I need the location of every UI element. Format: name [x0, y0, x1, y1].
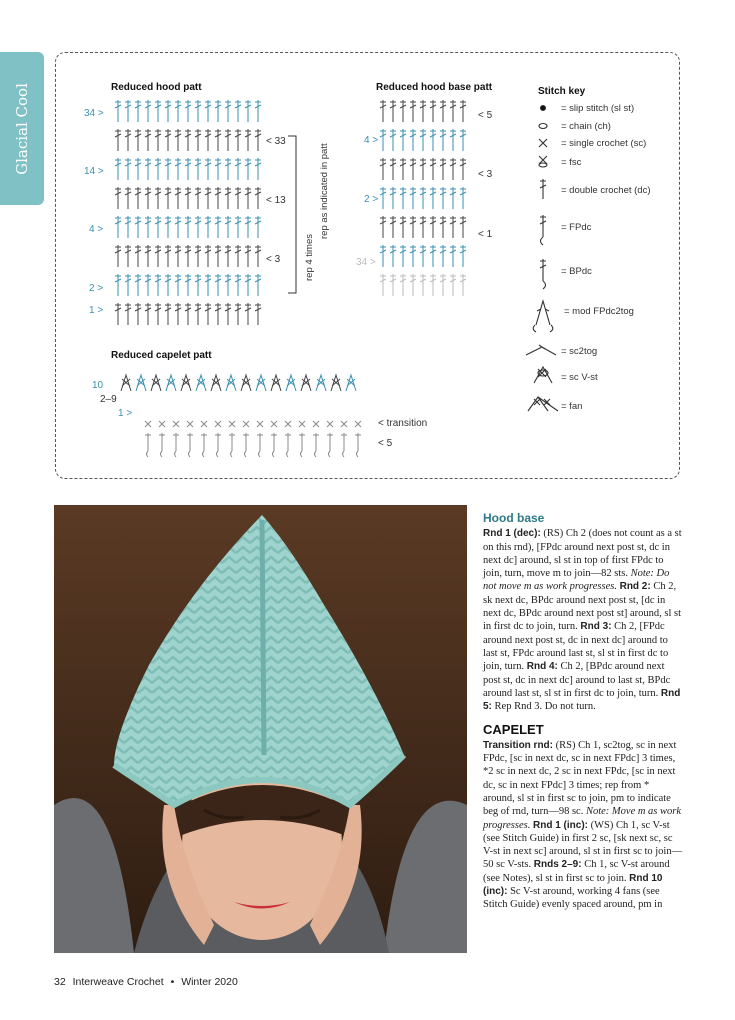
stitch-glyph — [185, 245, 191, 267]
stitch-glyph — [245, 274, 251, 296]
fpdc-icon — [540, 215, 546, 245]
stitch-glyph — [390, 187, 396, 209]
mod-fpdc2tog-icon — [533, 301, 553, 332]
stitch-glyph — [460, 129, 466, 151]
key-label: = BPdc — [561, 266, 592, 277]
stitch-glyph — [420, 100, 426, 122]
stitch-glyph — [450, 245, 456, 267]
stitch-glyph — [145, 216, 151, 238]
stitch-glyph — [235, 100, 241, 122]
stitch-glyph — [195, 129, 201, 151]
stitch-glyph — [400, 129, 406, 151]
stitch-glyph — [460, 216, 466, 238]
stitch-glyph — [460, 245, 466, 267]
instructions-column — [483, 512, 683, 912]
magazine-name: Interweave Crochet — [72, 976, 164, 988]
stitch-glyph — [195, 100, 201, 122]
key-label: = fan — [561, 401, 583, 412]
base-right-label: < 3 — [478, 169, 493, 180]
stitch-glyph — [390, 158, 396, 180]
hood-photo — [54, 505, 467, 953]
stitch-glyph — [155, 158, 161, 180]
stitch-glyph — [165, 129, 171, 151]
stitch-glyph — [145, 129, 151, 151]
capelet-chart — [121, 375, 361, 457]
stitch-glyph — [313, 421, 319, 457]
stitch-glyph — [115, 187, 121, 209]
stitch-glyph — [125, 158, 131, 180]
stitch-glyph — [225, 245, 231, 267]
stitch-glyph — [215, 274, 221, 296]
base-chart-title: Reduced hood base patt — [376, 82, 493, 93]
stitch-glyph — [225, 303, 231, 325]
stitch-glyph — [151, 375, 161, 391]
stitch-glyph — [255, 129, 261, 151]
bpdc-icon — [540, 259, 546, 289]
side-tab-label: Glacial Cool — [13, 82, 31, 175]
hood-row-label: 4 > — [89, 224, 104, 235]
stitch-glyph — [235, 274, 241, 296]
stitch-glyph — [205, 129, 211, 151]
stitch-glyph — [430, 129, 436, 151]
stitch-glyph — [211, 375, 221, 391]
stitch-glyph — [175, 100, 181, 122]
stitch-glyph — [135, 187, 141, 209]
chart-panel — [55, 52, 680, 479]
stitch-glyph — [155, 245, 161, 267]
stitch-glyph — [215, 216, 221, 238]
capelet-row-label: 1 > — [118, 408, 133, 419]
stitch-glyph — [205, 100, 211, 122]
capelet-paragraph: Transition rnd: (RS) Ch 1, sc2tog, sc in next FPdc, [sc in next dc, sc in next FPdc] 3 times, *2 sc in next dc, 2 sc in next FPdc, [sc in next dc, sc in next FPdc] 3 times; rep from * around, sl st in first sc to join, pm to indicate beg of rnd, turn—98 sc. Note: Move m as work progresses. Rnd 1 (inc): (WS) Ch 1, sc V-st (see Stitch Guide) in first 2 sc, [sk next sc, sc V-st in next sc] around, sl st in first sc to join—50 sc V-sts. Rnds 2–9: Ch 1, sc V-st around (see Notes), sl st in first sc to join. Rnd 10 (inc): Sc V-st around, working 4 fans (see Stitch Guide) evenly spaced around, pm in — [483, 739, 683, 911]
stitch-glyph — [201, 421, 207, 457]
capelet-chart-title: Reduced capelet patt — [111, 350, 212, 361]
stitch-glyph — [380, 187, 386, 209]
stitch-glyph — [235, 187, 241, 209]
stitch-glyph — [135, 158, 141, 180]
stitch-glyph — [155, 129, 161, 151]
page-number: 32 — [54, 976, 66, 988]
stitch-glyph — [145, 303, 151, 325]
stitch-glyph — [450, 129, 456, 151]
stitch-glyph — [410, 100, 416, 122]
stitch-glyph — [175, 303, 181, 325]
stitch-glyph — [380, 216, 386, 238]
stitch-glyph — [380, 158, 386, 180]
stitch-glyph — [215, 100, 221, 122]
stitch-glyph — [145, 100, 151, 122]
stitch-glyph — [125, 216, 131, 238]
stitch-glyph — [235, 303, 241, 325]
stitch-glyph — [430, 187, 436, 209]
stitch-glyph — [410, 187, 416, 209]
stitch-glyph — [215, 421, 221, 457]
stitch-glyph — [256, 375, 266, 391]
stitch-glyph — [440, 245, 446, 267]
stitch-glyph — [390, 274, 396, 296]
stitch-glyph — [400, 274, 406, 296]
stitch-glyph — [460, 274, 466, 296]
stitch-glyph — [440, 129, 446, 151]
stitch-glyph — [226, 375, 236, 391]
stitch-glyph — [175, 245, 181, 267]
capelet-row-label: 10 — [92, 380, 104, 391]
stitch-glyph — [115, 158, 121, 180]
hood-row-label: 34 > — [84, 108, 104, 119]
stitch-glyph — [286, 375, 296, 391]
hood-chart-title: Reduced hood patt — [111, 82, 202, 93]
hood-row-label: 1 > — [89, 305, 104, 316]
stitch-glyph — [331, 375, 341, 391]
stitch-glyph — [245, 187, 251, 209]
stitch-glyph — [165, 303, 171, 325]
rep-indicated-label: rep as indicated in patt — [319, 143, 330, 239]
stitch-glyph — [255, 100, 261, 122]
base-chart — [380, 100, 466, 296]
stitch-glyph — [125, 303, 131, 325]
stitch-glyph — [195, 303, 201, 325]
stitch-glyph — [185, 303, 191, 325]
key-label: = FPdc — [561, 222, 592, 233]
stitch-glyph — [165, 274, 171, 296]
stitch-glyph — [115, 129, 121, 151]
stitch-glyph — [115, 303, 121, 325]
stitch-glyph — [205, 274, 211, 296]
stitch-key — [526, 106, 558, 412]
stitch-glyph — [115, 274, 121, 296]
stitch-glyph — [400, 216, 406, 238]
stitch-key-title: Stitch key — [538, 86, 586, 97]
stitch-glyph — [450, 187, 456, 209]
stitch-glyph — [159, 421, 165, 457]
stitch-glyph — [380, 245, 386, 267]
stitch-glyph — [346, 375, 356, 391]
stitch-glyph — [355, 421, 361, 457]
issue-name: Winter 2020 — [181, 976, 238, 988]
stitch-glyph — [165, 100, 171, 122]
stitch-glyph — [135, 216, 141, 238]
fan-icon — [528, 397, 558, 411]
sc-v-st-icon — [534, 367, 552, 383]
stitch-glyph — [327, 421, 333, 457]
stitch-glyph — [135, 129, 141, 151]
stitch-glyph — [205, 303, 211, 325]
stitch-glyph — [185, 187, 191, 209]
stitch-glyph — [410, 158, 416, 180]
capelet-right-label: < transition — [378, 418, 428, 429]
stitch-glyph — [175, 158, 181, 180]
stitch-glyph — [235, 129, 241, 151]
stitch-glyph — [225, 129, 231, 151]
stitch-glyph — [440, 187, 446, 209]
stitch-glyph — [245, 158, 251, 180]
stitch-glyph — [165, 216, 171, 238]
stitch-glyph — [205, 245, 211, 267]
stitch-glyph — [450, 216, 456, 238]
stitch-glyph — [175, 129, 181, 151]
stitch-glyph — [460, 100, 466, 122]
stitch-glyph — [155, 216, 161, 238]
stitch-glyph — [420, 129, 426, 151]
stitch-glyph — [440, 274, 446, 296]
stitch-glyph — [257, 421, 263, 457]
stitch-glyph — [125, 245, 131, 267]
stitch-glyph — [450, 100, 456, 122]
stitch-glyph — [136, 375, 146, 391]
stitch-glyph — [195, 274, 201, 296]
stitch-glyph — [175, 216, 181, 238]
base-row-label: 4 > — [364, 135, 379, 146]
key-label: = chain (ch) — [561, 121, 611, 132]
stitch-glyph — [255, 303, 261, 325]
stitch-glyph — [185, 274, 191, 296]
side-tab — [0, 52, 44, 205]
stitch-glyph — [440, 100, 446, 122]
key-label: = single crochet (sc) — [561, 138, 647, 149]
capelet-right-label: < 5 — [378, 438, 393, 449]
stitch-glyph — [195, 216, 201, 238]
stitch-glyph — [165, 158, 171, 180]
hood-base-heading: Hood base — [483, 511, 545, 525]
stitch-glyph — [440, 216, 446, 238]
key-label: = double crochet (dc) — [561, 185, 651, 196]
stitch-glyph — [125, 100, 131, 122]
stitch-glyph — [255, 274, 261, 296]
fsc-icon — [539, 156, 547, 167]
stitch-glyph — [410, 245, 416, 267]
stitch-glyph — [380, 129, 386, 151]
stitch-glyph — [215, 303, 221, 325]
stitch-glyph — [135, 303, 141, 325]
stitch-glyph — [255, 216, 261, 238]
photo-illustration — [54, 505, 467, 953]
stitch-glyph — [380, 274, 386, 296]
base-row-label: 2 > — [364, 194, 379, 205]
stitch-glyph — [390, 129, 396, 151]
stitch-glyph — [400, 158, 406, 180]
stitch-glyph — [229, 421, 235, 457]
stitch-glyph — [205, 216, 211, 238]
stitch-glyph — [185, 129, 191, 151]
stitch-glyph — [225, 216, 231, 238]
stitch-glyph — [420, 245, 426, 267]
stitch-glyph — [440, 158, 446, 180]
stitch-glyph — [155, 100, 161, 122]
stitch-glyph — [420, 274, 426, 296]
hood-right-label: < 33 — [266, 136, 286, 147]
stitch-glyph — [195, 158, 201, 180]
stitch-glyph — [430, 274, 436, 296]
stitch-glyph — [430, 245, 436, 267]
stitch-glyph — [125, 274, 131, 296]
stitch-glyph — [185, 100, 191, 122]
stitch-glyph — [165, 245, 171, 267]
stitch-glyph — [187, 421, 193, 457]
stitch-glyph — [155, 303, 161, 325]
stitch-glyph — [420, 216, 426, 238]
capelet-row-label: 2–9 — [100, 394, 117, 405]
stitch-glyph — [450, 274, 456, 296]
stitch-glyph — [181, 375, 191, 391]
stitch-glyph — [121, 375, 131, 391]
hood-row-label: 14 > — [84, 166, 104, 177]
stitch-glyph — [245, 303, 251, 325]
stitch-glyph — [301, 375, 311, 391]
stitch-glyph — [173, 421, 179, 457]
stitch-glyph — [430, 100, 436, 122]
stitch-glyph — [165, 187, 171, 209]
stitch-glyph — [390, 100, 396, 122]
stitch-glyph — [215, 158, 221, 180]
stitch-glyph — [450, 158, 456, 180]
stitch-glyph — [460, 158, 466, 180]
hood-row-label: 2 > — [89, 283, 104, 294]
key-label: = sc2tog — [561, 346, 598, 357]
stitch-glyph — [400, 245, 406, 267]
stitch-glyph — [380, 100, 386, 122]
stitch-glyph — [225, 274, 231, 296]
stitch-glyph — [460, 187, 466, 209]
base-row-label: 34 > — [356, 257, 376, 268]
chain-icon — [539, 124, 547, 129]
stitch-glyph — [175, 274, 181, 296]
stitch-glyph — [245, 100, 251, 122]
stitch-glyph — [400, 100, 406, 122]
stitch-glyph — [390, 245, 396, 267]
stitch-glyph — [215, 245, 221, 267]
stitch-glyph — [225, 100, 231, 122]
stitch-glyph — [135, 274, 141, 296]
stitch-glyph — [271, 375, 281, 391]
stitch-glyph — [215, 187, 221, 209]
stitch-glyph — [430, 216, 436, 238]
stitch-glyph — [225, 158, 231, 180]
stitch-glyph — [420, 158, 426, 180]
stitch-glyph — [205, 158, 211, 180]
rep-bracket — [288, 136, 296, 293]
stitch-glyph — [285, 421, 291, 457]
stitch-glyph — [166, 375, 176, 391]
base-right-label: < 1 — [478, 229, 493, 240]
crochet-charts — [56, 53, 681, 480]
stitch-glyph — [225, 187, 231, 209]
stitch-glyph — [195, 187, 201, 209]
stitch-glyph — [255, 245, 261, 267]
stitch-glyph — [245, 245, 251, 267]
stitch-glyph — [196, 375, 206, 391]
hood-chart — [115, 100, 261, 325]
sc2tog-icon — [526, 345, 556, 355]
hood-right-label: < 3 — [266, 254, 281, 265]
page-footer — [54, 976, 242, 988]
stitch-glyph — [155, 274, 161, 296]
rep-times-label: rep 4 times — [304, 234, 315, 281]
stitch-glyph — [241, 375, 251, 391]
stitch-glyph — [255, 158, 261, 180]
stitch-glyph — [195, 245, 201, 267]
stitch-glyph — [115, 100, 121, 122]
stitch-glyph — [185, 158, 191, 180]
stitch-glyph — [243, 421, 249, 457]
key-label: = fsc — [561, 157, 582, 168]
stitch-glyph — [155, 187, 161, 209]
stitch-glyph — [175, 187, 181, 209]
stitch-glyph — [400, 187, 406, 209]
stitch-glyph — [316, 375, 326, 391]
stitch-glyph — [390, 216, 396, 238]
key-label: = sc V-st — [561, 372, 598, 383]
base-right-label: < 5 — [478, 110, 493, 121]
stitch-glyph — [115, 245, 121, 267]
stitch-glyph — [255, 187, 261, 209]
stitch-glyph — [420, 187, 426, 209]
stitch-glyph — [145, 245, 151, 267]
stitch-glyph — [430, 158, 436, 180]
stitch-glyph — [410, 216, 416, 238]
hood-right-label: < 13 — [266, 195, 286, 206]
stitch-glyph — [410, 129, 416, 151]
single-crochet-icon — [539, 139, 547, 147]
stitch-glyph — [235, 158, 241, 180]
stitch-glyph — [135, 245, 141, 267]
stitch-glyph — [115, 216, 121, 238]
key-label: = mod FPdc2tog — [564, 306, 634, 317]
stitch-glyph — [271, 421, 277, 457]
stitch-glyph — [145, 421, 151, 457]
stitch-glyph — [145, 274, 151, 296]
stitch-glyph — [125, 129, 131, 151]
stitch-glyph — [135, 100, 141, 122]
stitch-glyph — [235, 216, 241, 238]
stitch-glyph — [235, 245, 241, 267]
slip-stitch-icon — [541, 106, 546, 111]
footer-separator: • — [170, 976, 175, 988]
key-label: = slip stitch (sl st) — [561, 103, 635, 114]
stitch-glyph — [145, 158, 151, 180]
stitch-glyph — [185, 216, 191, 238]
hood-base-paragraph: Rnd 1 (dec): (RS) Ch 2 (does not count as a st on this rnd), [FPdc around next post st, dc in next dc] around, sl st in top of first FPdc to join, turn, move m to join—82 sts. Note: Do not move m as work progresses. Rnd 2: Ch 2, sk next dc, BPdc around next post st, [dc in next dc, BPdc around next post st] around, sl st in first dc to join, turn. Rnd 3: Ch 2, [FPdc around next post st, dc in next dc] around to last st, FPdc around last st, sl st in first dc to join, turn. Rnd 4: Ch 2, [BPdc around next post st, dc in next dc] around to last st, BPdc around last st, sl st in first dc to join, turn. Rnd 5: Rep Rnd 3. Do not turn. — [483, 528, 682, 713]
stitch-glyph — [410, 274, 416, 296]
stitch-glyph — [341, 421, 347, 457]
capelet-heading: CAPELET — [483, 722, 544, 738]
stitch-glyph — [245, 216, 251, 238]
stitch-glyph — [245, 129, 251, 151]
double-crochet-icon — [540, 179, 546, 199]
stitch-glyph — [215, 129, 221, 151]
stitch-glyph — [205, 187, 211, 209]
stitch-glyph — [125, 187, 131, 209]
stitch-glyph — [299, 421, 305, 457]
stitch-glyph — [145, 187, 151, 209]
